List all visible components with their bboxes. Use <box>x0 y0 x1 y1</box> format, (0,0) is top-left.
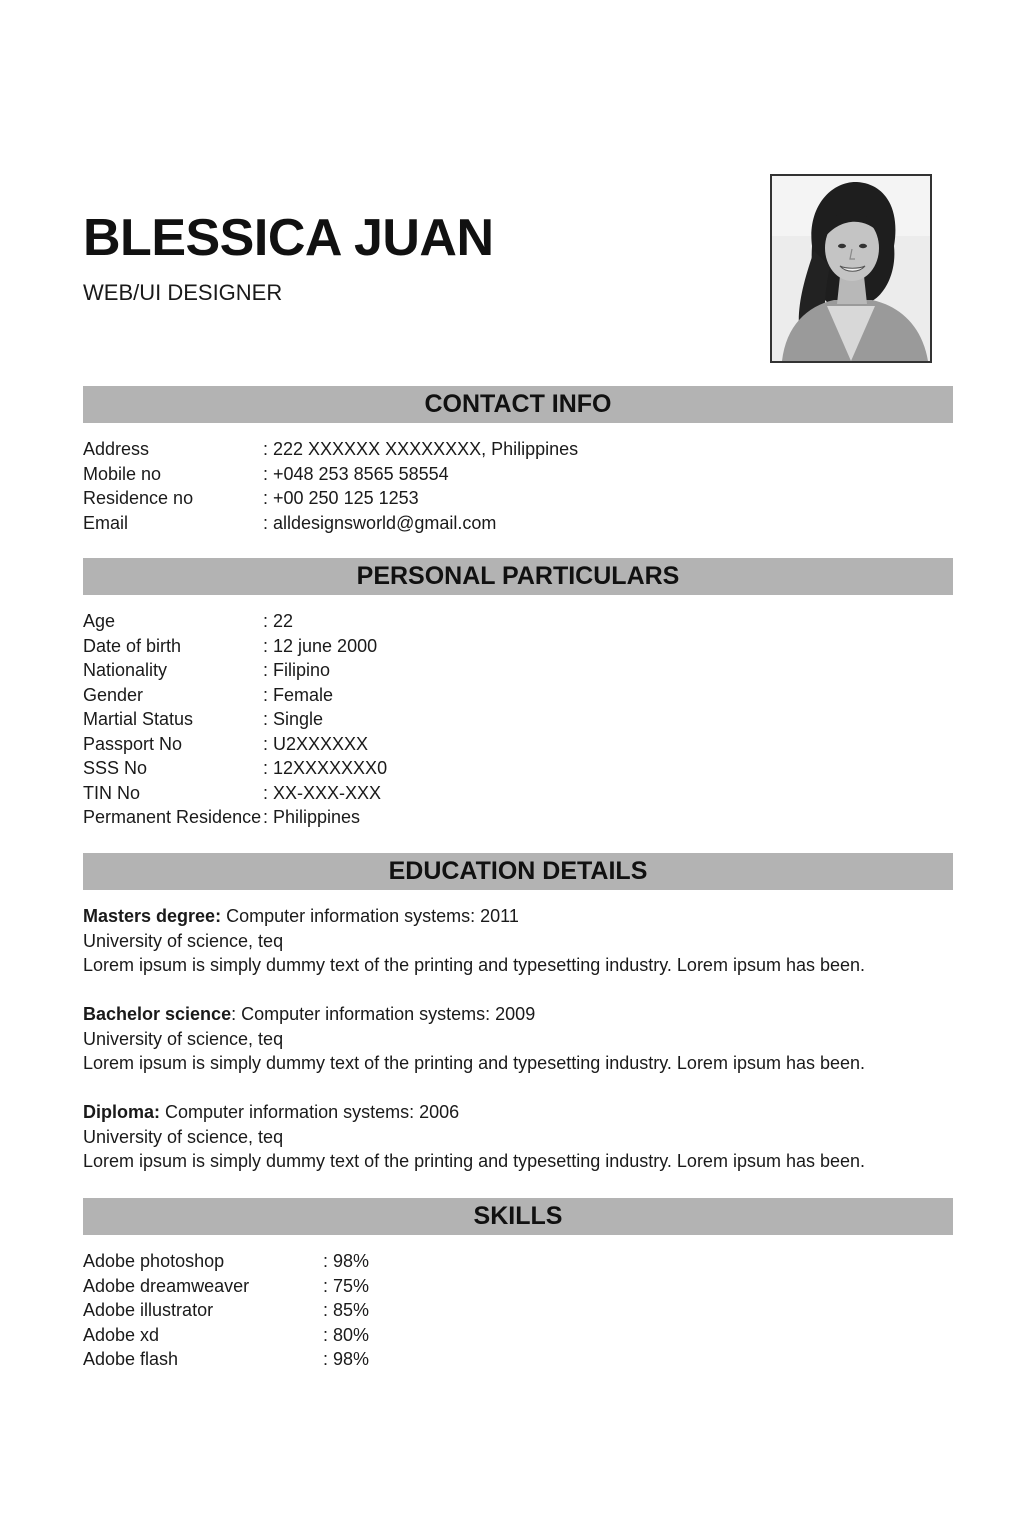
field-label: Age <box>83 611 116 631</box>
field-label: Martial Status <box>83 709 194 729</box>
field-label: Address <box>83 439 150 459</box>
skill-name: Adobe illustrator <box>83 1300 214 1320</box>
skill-row <box>83 1347 369 1372</box>
field-value: : Single <box>263 709 324 729</box>
skill-level: : 80% <box>323 1324 370 1345</box>
field-value: : U2XXXXXX <box>263 733 369 754</box>
skill-level: : 98% <box>323 1251 370 1271</box>
field-value: : 222 XXXXXX XXXXXXXX, Philippines <box>263 439 579 459</box>
education-entry <box>83 1002 953 1076</box>
degree-name: Diploma: <box>83 1102 161 1122</box>
field-value: : alldesignsworld@gmail.com <box>263 512 497 533</box>
field-label: Passport No <box>83 733 183 754</box>
skill-name: Adobe flash <box>83 1349 179 1369</box>
skills-list <box>83 1249 369 1372</box>
contact-row-residence <box>83 486 578 511</box>
contact-row-address <box>83 437 578 462</box>
skill-name: Adobe xd <box>83 1324 160 1345</box>
skill-name: Adobe photoshop <box>83 1251 225 1271</box>
skill-row <box>83 1323 369 1348</box>
field-value: : +00 250 125 1253 <box>263 488 419 508</box>
personal-row <box>83 683 387 708</box>
field-label: Permanent Residence <box>83 807 262 827</box>
field-label: Gender <box>83 684 144 705</box>
degree-field: : Computer information systems: 2009 <box>231 1004 536 1024</box>
field-label: Residence no <box>83 488 194 508</box>
skill-level: : 85% <box>323 1300 370 1320</box>
field-value: : Female <box>263 684 334 705</box>
personal-particulars-list <box>83 609 387 830</box>
degree-field: Computer information systems: 2011 <box>221 906 519 926</box>
contact-info-heading: CONTACT INFO <box>83 386 953 423</box>
school-name: University of science, teq <box>83 1126 284 1147</box>
personal-row <box>83 707 387 732</box>
profile-photo-image <box>772 176 930 361</box>
field-value: : +048 253 8565 58554 <box>263 463 449 484</box>
education-details-heading: EDUCATION DETAILS <box>83 853 953 890</box>
degree-name: Bachelor science <box>83 1004 232 1024</box>
personal-row <box>83 609 387 634</box>
personal-row <box>83 634 387 659</box>
personal-particulars-heading: PERSONAL PARTICULARS <box>83 558 953 595</box>
field-value: : 22 <box>263 611 294 631</box>
profile-photo <box>770 174 932 363</box>
personal-row <box>83 781 387 806</box>
field-label: TIN No <box>83 782 141 803</box>
skill-row <box>83 1274 369 1299</box>
candidate-name: BLESSICA JUAN <box>83 209 494 267</box>
personal-row <box>83 732 387 757</box>
education-description: Lorem ipsum is simply dummy text of the printing and typesetting industry. Lorem ipsum has been. <box>83 1151 866 1171</box>
field-value: : 12XXXXXXX0 <box>263 758 388 778</box>
education-description: Lorem ipsum is simply dummy text of the printing and typesetting industry. Lorem ipsum has been. <box>83 1053 866 1073</box>
education-entry <box>83 904 953 978</box>
degree-field: Computer information systems: 2006 <box>160 1102 460 1122</box>
education-entry <box>83 1100 953 1174</box>
field-label: SSS No <box>83 758 148 778</box>
contact-row-mobile <box>83 462 578 487</box>
field-label: Date of birth <box>83 635 182 656</box>
contact-info-list <box>83 437 578 535</box>
personal-row <box>83 658 387 683</box>
field-value: : 12 june 2000 <box>263 635 378 656</box>
contact-row-email <box>83 511 578 536</box>
school-name: University of science, teq <box>83 930 284 951</box>
field-label: Mobile no <box>83 463 162 484</box>
skills-heading: SKILLS <box>83 1198 953 1235</box>
field-value: : XX-XXX-XXX <box>263 782 382 803</box>
job-title: WEB/UI DESIGNER <box>83 280 283 305</box>
field-label: Email <box>83 512 129 533</box>
personal-row <box>83 805 387 830</box>
personal-row <box>83 756 387 781</box>
field-value: : Philippines <box>263 807 361 827</box>
field-label: Nationality <box>83 660 168 680</box>
skill-level: : 98% <box>323 1349 370 1369</box>
skill-level: : 75% <box>323 1275 370 1296</box>
field-value: : Filipino <box>263 660 331 680</box>
school-name: University of science, teq <box>83 1028 284 1049</box>
education-description: Lorem ipsum is simply dummy text of the printing and typesetting industry. Lorem ipsum has been. <box>83 955 866 975</box>
skill-name: Adobe dreamweaver <box>83 1275 250 1296</box>
skill-row <box>83 1298 369 1323</box>
skill-row <box>83 1249 369 1274</box>
degree-name: Masters degree: <box>83 906 222 926</box>
education-list <box>83 904 953 1174</box>
